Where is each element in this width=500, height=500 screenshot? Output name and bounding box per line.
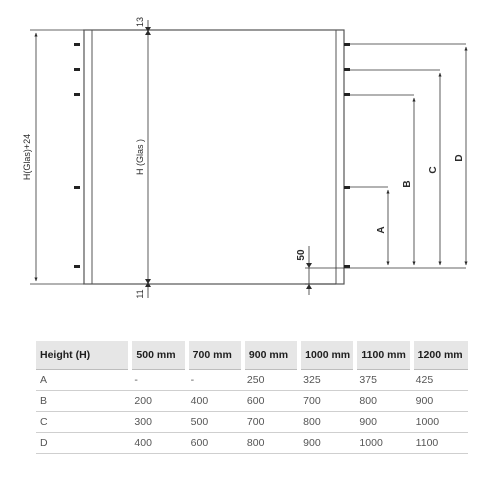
glass-panel — [84, 30, 344, 284]
table-cell: 700 — [243, 412, 299, 433]
row-label: D — [36, 433, 130, 454]
header-1100: 1100 mm — [355, 341, 411, 370]
header-1200: 1200 mm — [412, 341, 468, 370]
table-cell: 900 — [412, 391, 468, 412]
table-cell: 200 — [130, 391, 186, 412]
table-row — [36, 391, 468, 412]
offset-label: 50 — [296, 249, 307, 261]
right-extension-lines — [305, 44, 466, 284]
table-cell: 400 — [187, 391, 243, 412]
table-cell: 900 — [299, 433, 355, 454]
table-cell: 800 — [355, 391, 411, 412]
top-gap-label: 13 — [135, 16, 145, 28]
table-cell: 800 — [299, 412, 355, 433]
table-cell: 500 — [187, 412, 243, 433]
table-cell: 375 — [355, 370, 411, 391]
table-cell: 425 — [412, 370, 468, 391]
table-row — [36, 433, 468, 454]
dimension-a-label: A — [376, 226, 387, 234]
header-1000: 1000 mm — [299, 341, 355, 370]
table-cell: 600 — [243, 391, 299, 412]
header-700: 700 mm — [187, 341, 243, 370]
total-height-label: H(Glas)+24 — [22, 133, 32, 181]
row-label: A — [36, 370, 130, 391]
table-cell: - — [187, 370, 243, 391]
table-cell: 400 — [130, 433, 186, 454]
table-cell: 900 — [355, 412, 411, 433]
table-row — [36, 412, 468, 433]
table-cell: 700 — [299, 391, 355, 412]
row-label: C — [36, 412, 130, 433]
dimension-table — [36, 341, 468, 454]
dimension-b-label: B — [402, 180, 413, 188]
table-cell: 250 — [243, 370, 299, 391]
bottom-gap-label: 11 — [135, 289, 145, 299]
header-900: 900 mm — [243, 341, 299, 370]
table-cell: 300 — [130, 412, 186, 433]
header-500: 500 mm — [130, 341, 186, 370]
header-height: Height (H) — [36, 341, 130, 370]
dimension-c-label: C — [428, 166, 439, 174]
right-mounting-clips — [344, 43, 350, 268]
table-row — [36, 370, 468, 391]
glass-height-label: H (Glas ) — [135, 139, 145, 175]
row-label: B — [36, 391, 130, 412]
table-cell: 600 — [187, 433, 243, 454]
dimension-d-label: D — [454, 154, 465, 162]
left-mounting-clips — [74, 43, 80, 268]
table-cell: 1100 — [412, 433, 468, 454]
table-cell: 1000 — [412, 412, 468, 433]
table-cell: 325 — [299, 370, 355, 391]
table-header-row — [36, 341, 468, 370]
table-cell: 1000 — [355, 433, 411, 454]
table-cell: 800 — [243, 433, 299, 454]
table-cell: - — [130, 370, 186, 391]
